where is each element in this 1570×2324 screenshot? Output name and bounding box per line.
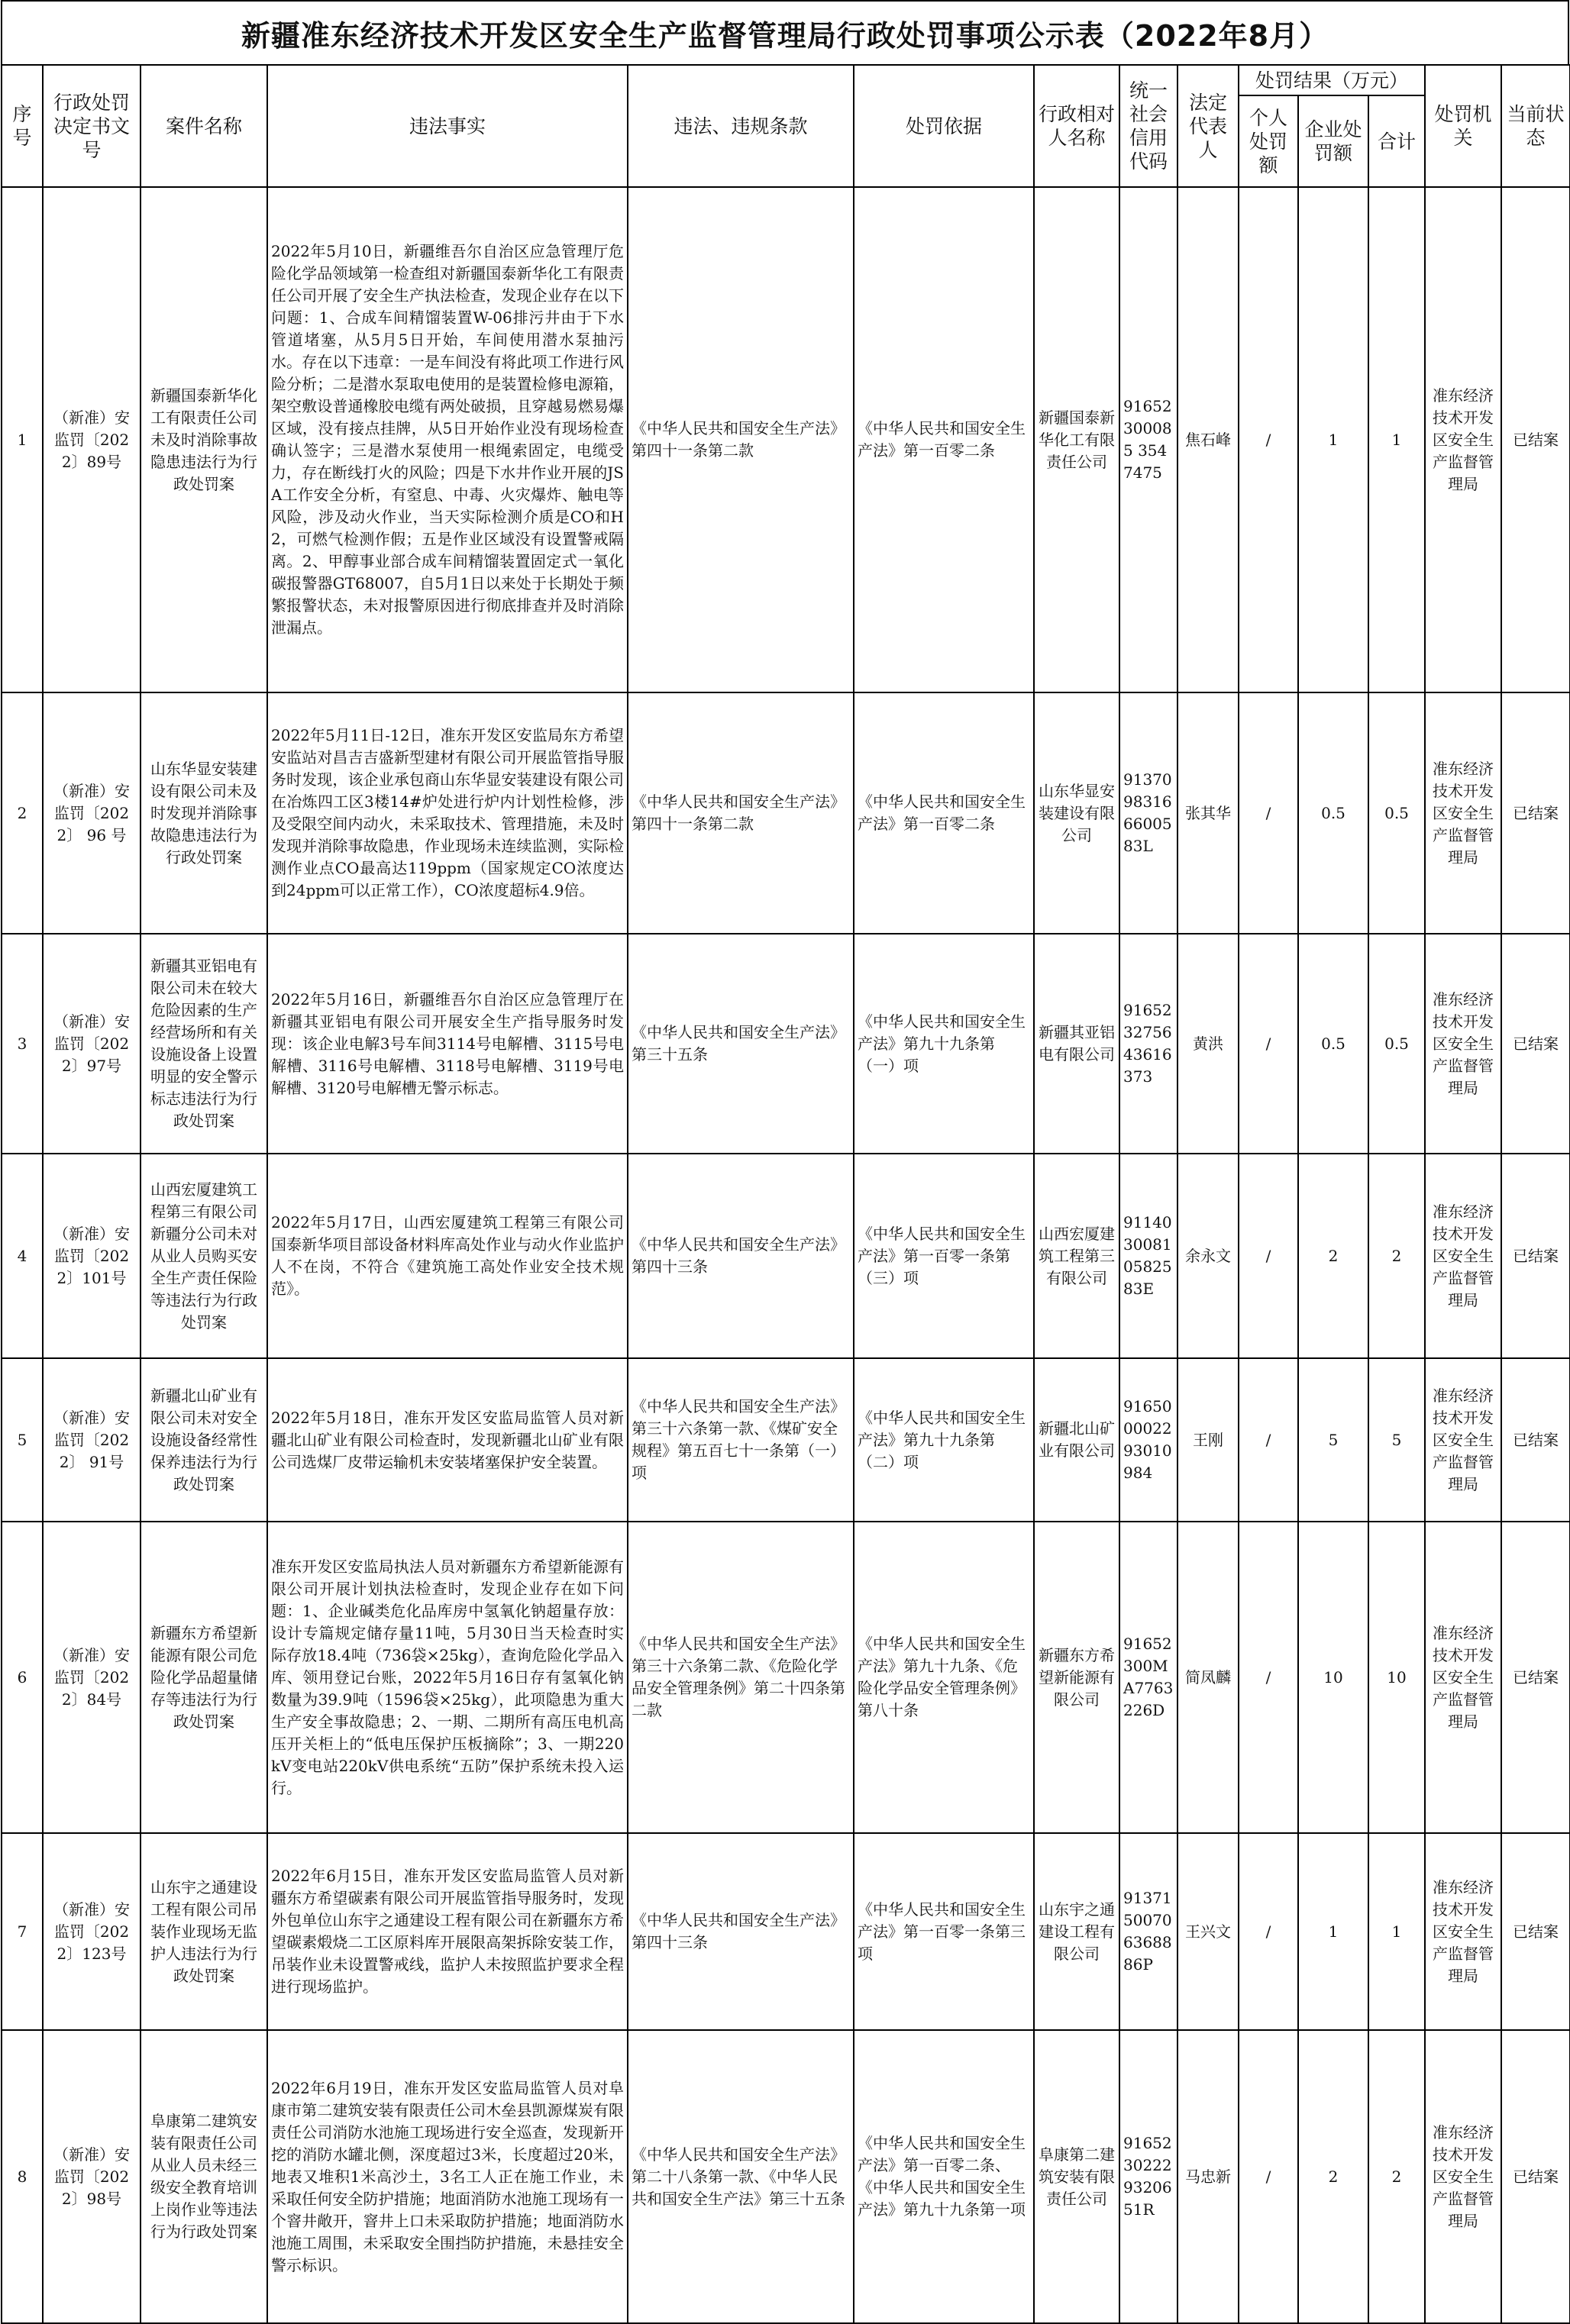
cell-case-name: 山东华显安装建设有限公司未及时发现并消除事故隐患违法行为行政处罚案 bbox=[141, 692, 267, 934]
header-credit-code: 统一社会信用代码 bbox=[1119, 65, 1178, 187]
table-row bbox=[2, 1154, 1570, 1358]
cell-party: 新疆东方希望新能源有限公司 bbox=[1034, 1522, 1119, 1833]
table-body bbox=[2, 187, 1570, 2323]
cell-authority: 准东经济技术开发区安全生产监督管理局 bbox=[1425, 1358, 1501, 1522]
cell-case-name: 阜康第二建筑安装有限责任公司从业人员未经三级安全教育培训上岗作业等违法行为行政处罚案 bbox=[141, 2030, 267, 2323]
cell-legal-rep: 王刚 bbox=[1178, 1358, 1239, 1522]
cell-basis: 《中华人民共和国安全生产法》第一百零二条、《中华人民共和国安全生产法》第九十九条第一项 bbox=[854, 2030, 1034, 2323]
cell-party: 山西宏厦建筑工程第三有限公司 bbox=[1034, 1154, 1119, 1358]
table-row bbox=[2, 1358, 1570, 1522]
cell-status: 已结案 bbox=[1501, 1154, 1570, 1358]
cell-clause: 《中华人民共和国安全生产法》第四十三条 bbox=[628, 1154, 854, 1358]
header-total: 合计 bbox=[1368, 95, 1425, 187]
cell-facts: 2022年5月17日，山西宏厦建筑工程第三有限公司国泰新华项目部设备材料库高处作业与动火作业监护人不在岗，不符合《建筑施工高处作业安全技术规范》。 bbox=[267, 1154, 628, 1358]
cell-status: 已结案 bbox=[1501, 1358, 1570, 1522]
header-doc-no: 行政处罚决定书文号 bbox=[43, 65, 141, 187]
cell-status: 已结案 bbox=[1501, 1522, 1570, 1833]
cell-credit-code: 91652300085 3547475 bbox=[1119, 187, 1178, 692]
cell-personal: / bbox=[1239, 187, 1298, 692]
cell-doc-no: （新准）安监罚〔2022〕 91号 bbox=[43, 1358, 141, 1522]
cell-status: 已结案 bbox=[1501, 1833, 1570, 2030]
penalty-table bbox=[1, 64, 1570, 2324]
cell-seq: 2 bbox=[2, 692, 43, 934]
cell-facts: 2022年6月19日，准东开发区安监局监管人员对阜康市第二建筑安装有限责任公司木垒县凯源煤炭有限责任公司消防水池施工现场进行安全巡查，发现新开挖的消防水罐北侧，深度超过3米，长度超过20米，地表又堆积1米高沙土，3名工人正在施工作业，未采取任何安全防护措施；地面消防水池施工现场有一个窨井敞开，窨井上口未采取防护措施；地面消防水池施工周围，未采取安全围挡防护措施，未悬挂安全警示标识。 bbox=[267, 2030, 628, 2323]
header-legal-rep: 法定代表人 bbox=[1178, 65, 1239, 187]
header-authority: 处罚机关 bbox=[1425, 65, 1501, 187]
cell-basis: 《中华人民共和国安全生产法》第一百零一条第三项 bbox=[854, 1833, 1034, 2030]
cell-basis: 《中华人民共和国安全生产法》第一百零一条第（三）项 bbox=[854, 1154, 1034, 1358]
cell-total: 10 bbox=[1368, 1522, 1425, 1833]
cell-case-name: 新疆东方希望新能源有限公司危险化学品超量储存等违法行为行政处罚案 bbox=[141, 1522, 267, 1833]
cell-status: 已结案 bbox=[1501, 934, 1570, 1154]
cell-authority: 准东经济技术开发区安全生产监督管理局 bbox=[1425, 934, 1501, 1154]
cell-seq: 1 bbox=[2, 187, 43, 692]
cell-party: 新疆其亚铝电有限公司 bbox=[1034, 934, 1119, 1154]
cell-party: 新疆国泰新华化工有限责任公司 bbox=[1034, 187, 1119, 692]
cell-authority: 准东经济技术开发区安全生产监督管理局 bbox=[1425, 1154, 1501, 1358]
header-personal: 个人处罚额 bbox=[1239, 95, 1298, 187]
cell-company: 10 bbox=[1298, 1522, 1368, 1833]
cell-status: 已结案 bbox=[1501, 2030, 1570, 2323]
cell-legal-rep: 马忠新 bbox=[1178, 2030, 1239, 2323]
cell-doc-no: （新准）安监罚〔2022〕101号 bbox=[43, 1154, 141, 1358]
cell-clause: 《中华人民共和国安全生产法》第二十八条第一款、《中华人民共和国安全生产法》第三十五条 bbox=[628, 2030, 854, 2323]
cell-legal-rep: 王兴文 bbox=[1178, 1833, 1239, 2030]
cell-legal-rep: 黄洪 bbox=[1178, 934, 1239, 1154]
cell-clause: 《中华人民共和国安全生产法》第三十六条第一款、《煤矿安全规程》第五百七十一条第（一）项 bbox=[628, 1358, 854, 1522]
cell-legal-rep: 余永文 bbox=[1178, 1154, 1239, 1358]
cell-total: 2 bbox=[1368, 2030, 1425, 2323]
cell-doc-no: （新准）安监罚〔2022〕 96 号 bbox=[43, 692, 141, 934]
cell-clause: 《中华人民共和国安全生产法》第三十六条第二款、《危险化学品安全管理条例》第二十四条第二款 bbox=[628, 1522, 854, 1833]
cell-facts: 2022年6月15日，准东开发区安监局监管人员对新疆东方希望碳素有限公司开展监管指导服务时，发现外包单位山东宇之通建设工程有限公司在新疆东方希望碳素煅烧二工区原料库开展限高架拆除安装工作，吊装作业未设置警戒线，监护人未按照监护要求全程进行现场监护。 bbox=[267, 1833, 628, 2030]
header-party: 行政相对人名称 bbox=[1034, 65, 1119, 187]
table-row bbox=[2, 1522, 1570, 1833]
cell-basis: 《中华人民共和国安全生产法》第九十九条第（二）项 bbox=[854, 1358, 1034, 1522]
cell-total: 5 bbox=[1368, 1358, 1425, 1522]
table-row bbox=[2, 187, 1570, 692]
cell-doc-no: （新准）安监罚〔2022〕84号 bbox=[43, 1522, 141, 1833]
cell-total: 2 bbox=[1368, 1154, 1425, 1358]
cell-authority: 准东经济技术开发区安全生产监督管理局 bbox=[1425, 187, 1501, 692]
cell-seq: 3 bbox=[2, 934, 43, 1154]
cell-case-name: 山西宏厦建筑工程第三有限公司新疆分公司未对从业人员购买安全生产责任保险等违法行为行政处罚案 bbox=[141, 1154, 267, 1358]
table-row bbox=[2, 1833, 1570, 2030]
cell-authority: 准东经济技术开发区安全生产监督管理局 bbox=[1425, 692, 1501, 934]
cell-credit-code: 91652302229320651R bbox=[1119, 2030, 1178, 2323]
cell-party: 山东华显安装建设有限公司 bbox=[1034, 692, 1119, 934]
cell-seq: 6 bbox=[2, 1522, 43, 1833]
cell-legal-rep: 焦石峰 bbox=[1178, 187, 1239, 692]
cell-credit-code: 916523275643616373 bbox=[1119, 934, 1178, 1154]
cell-company: 5 bbox=[1298, 1358, 1368, 1522]
cell-doc-no: （新准）安监罚〔2022〕97号 bbox=[43, 934, 141, 1154]
cell-facts: 2022年5月18日，准东开发区安监局监管人员对新疆北山矿业有限公司检查时，发现新疆北山矿业有限公司选煤厂皮带运输机未安装堵塞保护安全装置。 bbox=[267, 1358, 628, 1522]
cell-company: 2 bbox=[1298, 2030, 1368, 2323]
cell-company: 1 bbox=[1298, 1833, 1368, 2030]
cell-clause: 《中华人民共和国安全生产法》第四十三条 bbox=[628, 1833, 854, 2030]
cell-seq: 4 bbox=[2, 1154, 43, 1358]
cell-credit-code: 91371500706368886P bbox=[1119, 1833, 1178, 2030]
cell-personal: / bbox=[1239, 2030, 1298, 2323]
cell-case-name: 新疆北山矿业有限公司未对安全设施设备经常性保养违法行为行政处罚案 bbox=[141, 1358, 267, 1522]
cell-case-name: 新疆其亚铝电有限公司未在较大危险因素的生产经营场所和有关设施设备上设置明显的安全警示标志违法行为行政处罚案 bbox=[141, 934, 267, 1154]
cell-clause: 《中华人民共和国安全生产法》第三十五条 bbox=[628, 934, 854, 1154]
cell-total: 1 bbox=[1368, 1833, 1425, 2030]
cell-basis: 《中华人民共和国安全生产法》第九十九条、《危险化学品安全管理条例》第八十条 bbox=[854, 1522, 1034, 1833]
header-status: 当前状态 bbox=[1501, 65, 1570, 187]
cell-party: 新疆北山矿业有限公司 bbox=[1034, 1358, 1119, 1522]
cell-clause: 《中华人民共和国安全生产法》第四十一条第二款 bbox=[628, 187, 854, 692]
cell-seq: 5 bbox=[2, 1358, 43, 1522]
cell-basis: 《中华人民共和国安全生产法》第一百零二条 bbox=[854, 187, 1034, 692]
cell-seq: 7 bbox=[2, 1833, 43, 2030]
table-row bbox=[2, 692, 1570, 934]
header-clause: 违法、违规条款 bbox=[628, 65, 854, 187]
cell-facts: 准东开发区安监局执法人员对新疆东方希望新能源有限公司开展计划执法检查时，发现企业存在如下问题：1、企业碱类危化品库房中氢氧化钠超量存放：设计专篇规定储存量11吨，5月30日当天检查时实际存放18.4吨（736袋×25kg），查询危险化学品入库、领用登记台账，2022年5月16日存有氢氧化钠数量为39.9吨（1596袋×25kg），此项隐患为重大生产安全事故隐患；2、一期、二期所有高压电机高压开关柜上的“低电压保护压板摘除”；3、一期220kV变电站220kV供电系统“五防”保护系统未投入运行。 bbox=[267, 1522, 628, 1833]
cell-facts: 2022年5月10日，新疆维吾尔自治区应急管理厅危险化学品领域第一检查组对新疆国泰新华化工有限责任公司开展了安全生产执法检查，发现企业存在以下问题：1、合成车间精馏装置W-06排污井由于下水管道堵塞，从5月5日开始，车间使用潜水泵抽污水。存在以下违章：一是车间没有将此项工作进行风险分析；二是潜水泵取电使用的是装置检修电源箱，架空敷设普通橡胶电缆有两处破损，且穿越易燃易爆区域，没有接点挂牌，从5日开始作业没有现场检查确认签字；三是潜水泵使用一根绳索固定，电缆受力，存在断线打火的风险；四是下水井作业开展的JSA工作安全分析，有窒息、中毒、火灾爆炸、触电等风险，涉及动火作业，当天实际检测介质是CO和H2，可燃气检测作假；五是作业区域没有设置警戒隔离。2、甲醇事业部合成车间精馏装置固定式一氧化碳报警器GT68007，自5月1日以来处于长期处于频繁报警状态，未对报警原因进行彻底排查并及时消除泄漏点。 bbox=[267, 187, 628, 692]
cell-clause: 《中华人民共和国安全生产法》第四十一条第二款 bbox=[628, 692, 854, 934]
cell-status: 已结案 bbox=[1501, 692, 1570, 934]
cell-case-name: 新疆国泰新华化工有限责任公司未及时消除事故隐患违法行为行政处罚案 bbox=[141, 187, 267, 692]
cell-personal: / bbox=[1239, 1522, 1298, 1833]
cell-credit-code: 916500002293010984 bbox=[1119, 1358, 1178, 1522]
cell-doc-no: （新准）安监罚〔2022〕123号 bbox=[43, 1833, 141, 2030]
cell-credit-code: 91652300MA7763226D bbox=[1119, 1522, 1178, 1833]
cell-facts: 2022年5月11日-12日，准东开发区安监局东方希望安监站对昌吉吉盛新型建材有限公司开展监管指导服务时发现，该企业承包商山东华显安装建设有限公司在冶炼四工区3楼14#炉处进行炉内计划性检修，涉及受限空间内动火，未采取技术、管理措施，未及时发现并消除事故隐患，作业现场未连续监测，实际检测作业点CO最高达119ppm（国家规定CO浓度达到24ppm可以正常工作），CO浓度超标4.9倍。 bbox=[267, 692, 628, 934]
header-facts: 违法事实 bbox=[267, 65, 628, 187]
cell-basis: 《中华人民共和国安全生产法》第一百零二条 bbox=[854, 692, 1034, 934]
cell-credit-code: 91370983166600583L bbox=[1119, 692, 1178, 934]
cell-basis: 《中华人民共和国安全生产法》第九十九条第（一）项 bbox=[854, 934, 1034, 1154]
cell-authority: 准东经济技术开发区安全生产监督管理局 bbox=[1425, 1833, 1501, 2030]
cell-legal-rep: 简凤麟 bbox=[1178, 1522, 1239, 1833]
cell-personal: / bbox=[1239, 692, 1298, 934]
cell-total: 0.5 bbox=[1368, 692, 1425, 934]
cell-doc-no: （新准）安监罚〔2022〕98号 bbox=[43, 2030, 141, 2323]
cell-credit-code: 91140300810582583E bbox=[1119, 1154, 1178, 1358]
cell-party: 阜康第二建筑安装有限责任公司 bbox=[1034, 2030, 1119, 2323]
header-company: 企业处罚额 bbox=[1298, 95, 1368, 187]
cell-seq: 8 bbox=[2, 2030, 43, 2323]
page-title: 新疆准东经济技术开发区安全生产监督管理局行政处罚事项公示表（2022年8月） bbox=[1, 0, 1569, 64]
cell-facts: 2022年5月16日，新疆维吾尔自治区应急管理厅在新疆其亚铝电有限公司开展安全生产指导服务时发现：该企业电解3号车间3114号电解槽、3115号电解槽、3116号电解槽、3118号电解槽、3119号电解槽、3120号电解槽无警示标志。 bbox=[267, 934, 628, 1154]
cell-company: 0.5 bbox=[1298, 692, 1368, 934]
table-row bbox=[2, 2030, 1570, 2323]
cell-doc-no: （新准）安监罚〔2022〕89号 bbox=[43, 187, 141, 692]
cell-party: 山东宇之通建设工程有限公司 bbox=[1034, 1833, 1119, 2030]
cell-company: 1 bbox=[1298, 187, 1368, 692]
cell-company: 2 bbox=[1298, 1154, 1368, 1358]
cell-legal-rep: 张其华 bbox=[1178, 692, 1239, 934]
cell-total: 1 bbox=[1368, 187, 1425, 692]
header-result-group: 处罚结果（万元） bbox=[1239, 65, 1425, 95]
table-header bbox=[2, 65, 1570, 187]
header-seq: 序号 bbox=[2, 65, 43, 187]
cell-personal: / bbox=[1239, 934, 1298, 1154]
table-row bbox=[2, 934, 1570, 1154]
cell-case-name: 山东宇之通建设工程有限公司吊装作业现场无监护人违法行为行政处罚案 bbox=[141, 1833, 267, 2030]
cell-personal: / bbox=[1239, 1154, 1298, 1358]
cell-personal: / bbox=[1239, 1358, 1298, 1522]
header-case-name: 案件名称 bbox=[141, 65, 267, 187]
cell-company: 0.5 bbox=[1298, 934, 1368, 1154]
cell-authority: 准东经济技术开发区安全生产监督管理局 bbox=[1425, 1522, 1501, 1833]
cell-authority: 准东经济技术开发区安全生产监督管理局 bbox=[1425, 2030, 1501, 2323]
cell-status: 已结案 bbox=[1501, 187, 1570, 692]
cell-personal: / bbox=[1239, 1833, 1298, 2030]
cell-total: 0.5 bbox=[1368, 934, 1425, 1154]
header-basis: 处罚依据 bbox=[854, 65, 1034, 187]
